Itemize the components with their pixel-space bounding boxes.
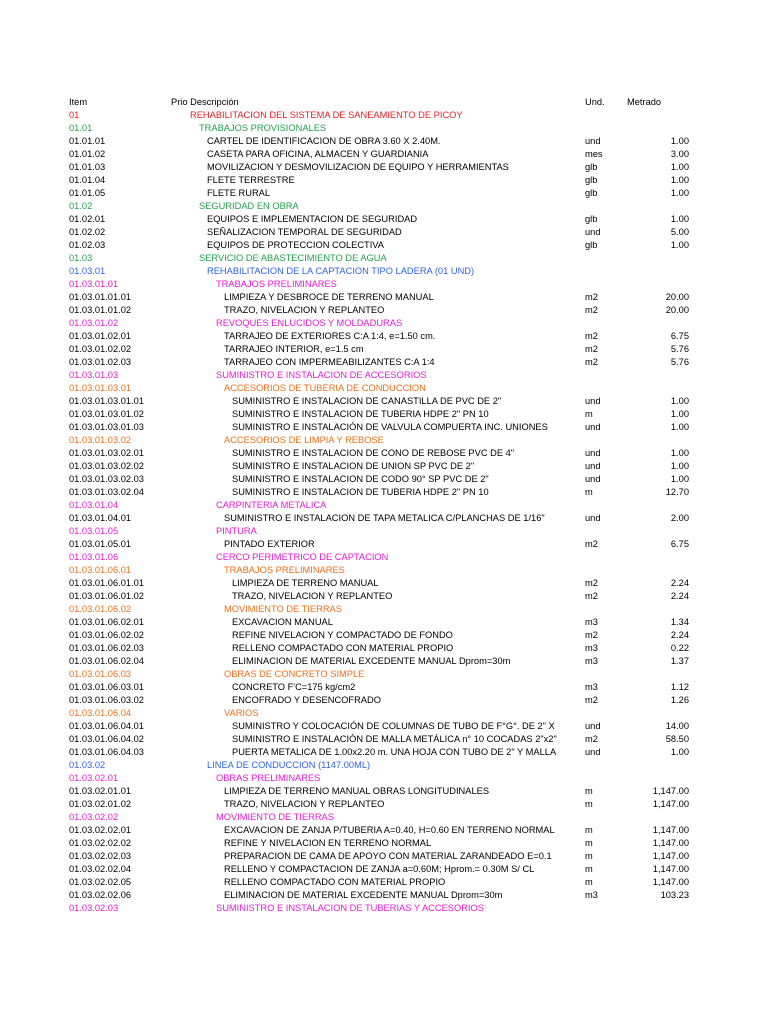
item-description: TRABAJOS PRELIMINARES [224,565,345,575]
item-description: TARRAJEO CON IMPERMEABILIZANTES C:A 1:4 [224,357,435,367]
item-description: FLETE TERRESTRE [207,175,295,185]
item-code: 01.03.01.05 [69,526,119,536]
item-code: 01.03.02.02.03 [69,851,132,861]
section-row [0,317,768,330]
item-description: SEÑALIZACION TEMPORAL DE SEGURIDAD [207,227,402,237]
item-metrado: 1.00 [670,214,689,224]
item-metrado: 5.76 [670,344,689,354]
item-code: 01.03.01.03.02 [69,435,132,445]
item-description: SUMINISTRO E INSTALACION DE TAPA METALICA C/PLANCHAS DE 1/16" [224,513,545,523]
item-description: LIMPIEZA DE TERRENO MANUAL OBRAS LONGITUDINALES [224,786,490,796]
item-description: TRAZO, NIVELACION Y REPLANTEO [232,591,393,601]
item-unit: m [585,487,593,497]
item-code: 01.03.01.06.04.01 [69,721,144,731]
item-unit: m3 [585,617,598,627]
section-row [0,499,768,512]
item-metrado: 1,147.00 [652,799,689,809]
item-description: EXCAVACION MANUAL [232,617,333,627]
item-description: FLETE RURAL [207,188,271,198]
item-metrado: 12.70 [665,487,689,497]
section-row [0,382,768,395]
item-metrado: 1,147.00 [652,786,689,796]
item-metrado: 103.23 [660,890,689,900]
item-description: SUMINISTRO E INSTALACION DE CONO DE REBOSE PVC DE 4" [232,448,515,458]
item-unit: glb [585,240,598,250]
table-row [0,798,768,811]
item-code: 01.03.01.05.01 [69,539,132,549]
item-code: 01.03.01.06.01.02 [69,591,144,601]
section-row [0,772,768,785]
item-metrado: 2.24 [670,591,689,601]
item-description: ENCOFRADO Y DESENCOFRADO [232,695,381,705]
item-code: 01.01.05 [69,188,106,198]
table-row [0,356,768,369]
item-description: TARRAJEO INTERIOR, e=1.5 cm [224,344,364,354]
item-unit: glb [585,175,598,185]
table-row [0,785,768,798]
table-row [0,343,768,356]
column-header-row [0,96,768,109]
item-code: 01.03.02.02.01 [69,825,132,835]
item-description: CASETA PARA OFICINA, ALMACEN Y GUARDIANIA [207,149,429,159]
table-row [0,850,768,863]
table-row [0,395,768,408]
item-description: ELIMINACION DE MATERIAL EXCEDENTE MANUAL Dprom=30m [232,656,511,666]
section-row [0,603,768,616]
table-row [0,629,768,642]
item-metrado: 1.00 [670,448,689,458]
item-unit: glb [585,214,598,224]
section-row [0,200,768,213]
item-code: 01.01.02 [69,149,106,159]
item-code: 01.03.01.06.02 [69,604,132,614]
item-code: 01.03.01.06.01.01 [69,578,144,588]
table-row [0,889,768,902]
item-unit: m [585,799,593,809]
item-description: SUMINISTRO E INSTALACION DE ACCESORIOS [216,370,427,380]
item-unit: m [585,786,593,796]
item-code: 01.03.02.02 [69,812,119,822]
table-row [0,694,768,707]
item-description: REFINE Y NIVELACION EN TERRENO NORMAL [224,838,432,848]
item-metrado: 20.00 [665,292,689,302]
item-code: 01.03.01.03.02.04 [69,487,144,497]
table-row [0,213,768,226]
table-row [0,460,768,473]
table-row [0,590,768,603]
section-row [0,902,768,915]
item-unit: m [585,409,593,419]
item-metrado: 5.76 [670,357,689,367]
item-description: REHABILITACION DEL SISTEMA DE SANEAMIENTO DE PICOY [190,110,463,120]
item-code: 01.03.01.06.03.01 [69,682,144,692]
item-unit: glb [585,162,598,172]
item-description: PUERTA METALICA DE 1.00x2.20 m. UNA HOJA CON TUBO DE 2" Y MALLA [232,747,557,757]
item-metrado: 1.00 [670,175,689,185]
section-row [0,265,768,278]
item-code: 01.02.01 [69,214,106,224]
item-metrado: 20.00 [665,305,689,315]
item-metrado: 3.00 [670,149,689,159]
item-metrado: 1.12 [670,682,689,692]
item-description: EQUIPOS E IMPLEMENTACION DE SEGURIDAD [207,214,418,224]
header-description: Prio Descripción [171,97,239,107]
item-description: ELIMINACION DE MATERIAL EXCEDENTE MANUAL Dprom=30m [224,890,503,900]
item-metrado: 1.00 [670,422,689,432]
item-code: 01.03.02.02.06 [69,890,132,900]
table-row [0,746,768,759]
item-code: 01.03.01 [69,266,106,276]
section-row [0,369,768,382]
item-code: 01.03.02.03 [69,903,119,913]
table-row [0,512,768,525]
table-row [0,473,768,486]
table-row [0,187,768,200]
section-row [0,122,768,135]
item-code: 01.01.03 [69,162,106,172]
item-code: 01.03.01.06.03 [69,669,132,679]
item-code: 01.02 [69,201,93,211]
item-code: 01.03.01.02.01 [69,331,132,341]
item-unit: und [585,747,601,757]
item-description: OBRAS DE CONCRETO SIMPLE [224,669,365,679]
item-unit: m3 [585,890,598,900]
item-description: RELLENO COMPACTADO CON MATERIAL PROPIO [232,643,454,653]
item-code: 01.03.01.06.04.02 [69,734,144,744]
section-row [0,434,768,447]
item-code: 01.02.02 [69,227,106,237]
item-description: SUMINISTRO E INSTALACION DE UNION SP PVC DE 2" [232,461,475,471]
item-unit: m2 [585,539,598,549]
item-code: 01.03.01.06 [69,552,119,562]
table-row [0,447,768,460]
section-row [0,278,768,291]
item-unit: und [585,396,601,406]
item-unit: m2 [585,305,598,315]
table-row [0,863,768,876]
item-unit: m3 [585,643,598,653]
item-metrado: 1,147.00 [652,825,689,835]
item-code: 01 [69,110,80,120]
section-row [0,252,768,265]
item-unit: und [585,513,601,523]
item-unit: m2 [585,292,598,302]
table-row [0,577,768,590]
item-unit: mes [585,149,603,159]
item-code: 01.01.01 [69,136,106,146]
item-metrado: 1,147.00 [652,864,689,874]
item-unit: m3 [585,656,598,666]
item-metrado: 1.37 [670,656,689,666]
table-row [0,486,768,499]
item-metrado: 1.26 [670,695,689,705]
item-code: 01.03.01.03.02.03 [69,474,144,484]
item-description: CARTEL DE IDENTIFICACION DE OBRA 3.60 X 2.40M. [207,136,441,146]
item-metrado: 1,147.00 [652,838,689,848]
item-code: 01.03.01.01 [69,279,119,289]
item-description: MOVILIZACION Y DESMOVILIZACION DE EQUIPO Y HERRAMIENTAS [207,162,509,172]
item-metrado: 58.50 [665,734,689,744]
table-row [0,681,768,694]
table-row [0,408,768,421]
item-code: 01.03.01.06.02.02 [69,630,144,640]
item-description: SUMINISTRO E INSTALACION DE TUBERIA HDPE 2" PN 10 [232,409,489,419]
item-unit: und [585,422,601,432]
section-row [0,525,768,538]
item-metrado: 1.00 [670,409,689,419]
item-code: 01.03.02 [69,760,106,770]
item-code: 01.03.01.01.01 [69,292,132,302]
item-code: 01.03.01.04.01 [69,513,132,523]
item-code: 01.03.01.06.02.01 [69,617,144,627]
item-metrado: 1.00 [670,162,689,172]
item-unit: und [585,721,601,731]
item-description: LIMPIEZA DE TERRENO MANUAL [232,578,379,588]
item-code: 01.03.01.03.01.03 [69,422,144,432]
item-description: VARIOS [224,708,259,718]
item-metrado: 1.00 [670,474,689,484]
item-unit: glb [585,188,598,198]
table-row [0,226,768,239]
item-description: TRAZO, NIVELACION Y REPLANTEO [224,799,385,809]
item-metrado: 6.75 [670,331,689,341]
table-row [0,538,768,551]
item-description: REFINE NIVELACION Y COMPACTADO DE FONDO [232,630,453,640]
table-row [0,720,768,733]
item-description: RELLENO Y COMPACTACION DE ZANJA a=0.60M; Hprom.= 0.30M S/ CL [224,864,535,874]
item-metrado: 1,147.00 [652,851,689,861]
item-code: 01.03.01.03.01.01 [69,396,144,406]
item-code: 01.02.03 [69,240,106,250]
section-row [0,707,768,720]
item-code: 01.03.01.03.02.02 [69,461,144,471]
item-unit: und [585,474,601,484]
item-description: MOVIMIENTO DE TIERRAS [224,604,342,614]
item-code: 01.01 [69,123,93,133]
item-description: TRABAJOS PROVISIONALES [199,123,327,133]
item-unit: m [585,825,593,835]
item-code: 01.03.02.02.05 [69,877,132,887]
item-code: 01.03.01.06.02.04 [69,656,144,666]
section-row [0,551,768,564]
header-item: Item [69,97,88,107]
item-unit: m3 [585,682,598,692]
item-code: 01.03.01.02.03 [69,357,132,367]
item-code: 01.03.01.06.02.03 [69,643,144,653]
item-code: 01.03 [69,253,93,263]
item-metrado: 1.00 [670,240,689,250]
table-row [0,174,768,187]
item-metrado: 2.00 [670,513,689,523]
table-row [0,733,768,746]
item-description: PINTADO EXTERIOR [224,539,315,549]
section-row [0,564,768,577]
item-unit: m [585,851,593,861]
item-code: 01.03.02.02.04 [69,864,132,874]
item-description: TRAZO, NIVELACION Y REPLANTEO [224,305,385,315]
item-description: SUMINISTRO Y COLOCACIÓN DE COLUMNAS DE TUBO DE F°G°. DE 2" X [232,721,555,731]
item-code: 01.03.01.01.02 [69,305,132,315]
item-unit: und [585,461,601,471]
item-description: TARRAJEO DE EXTERIORES C:A 1:4, e=1.50 cm. [224,331,436,341]
item-code: 01.03.01.06.01 [69,565,132,575]
item-description: SERVICIO DE ABASTECIMIENTO DE AGUA [199,253,387,263]
table-row [0,161,768,174]
item-code: 01.03.01.02 [69,318,119,328]
table-row [0,616,768,629]
item-unit: m2 [585,578,598,588]
table-row [0,304,768,317]
item-description: OBRAS PRELIMINARES [216,773,321,783]
item-description: ACCESORIOS DE LIMPIA Y REBOSE [224,435,384,445]
section-row [0,759,768,772]
item-metrado: 1.00 [670,136,689,146]
header-unit: Und. [585,97,605,107]
item-unit: und [585,448,601,458]
item-metrado: 1.00 [670,747,689,757]
item-description: REVOQUES ENLUCIDOS Y MOLDADURAS [216,318,403,328]
item-description: CONCRETO F'C=175 kg/cm2 [232,682,356,692]
item-description: SUMINISTRO E INSTALACION DE TUBERIAS Y ACCESORIOS [216,903,484,913]
item-code: 01.03.01.02.02 [69,344,132,354]
item-code: 01.03.01.03.01 [69,383,132,393]
table-row [0,876,768,889]
item-code: 01.03.01.04 [69,500,119,510]
item-description: PINTURA [216,526,257,536]
table-row [0,824,768,837]
item-description: SUMINISTRO E INSTALACION DE TUBERIA HDPE 2" PN 10 [232,487,489,497]
item-unit: m2 [585,695,598,705]
item-metrado: 1.34 [670,617,689,627]
item-code: 01.03.02.01.02 [69,799,132,809]
item-metrado: 1.00 [670,461,689,471]
item-description: ACCESORIOS DE TUBERIA DE CONDUCCION [224,383,426,393]
item-description: CERCO PERIMETRICO DE CAPTACION [216,552,389,562]
table-row [0,642,768,655]
section-row [0,109,768,122]
table-row [0,421,768,434]
item-description: CARPINTERIA METALICA [216,500,327,510]
item-code: 01.03.02.01 [69,773,119,783]
item-description: EXCAVACION DE ZANJA P/TUBERIA A=0.40, H=0.60 EN TERRENO NORMAL [224,825,555,835]
item-unit: m2 [585,357,598,367]
item-description: LIMPIEZA Y DESBROCE DE TERRENO MANUAL [224,292,434,302]
table-row [0,655,768,668]
table-row [0,239,768,252]
item-description: RELLENO COMPACTADO CON MATERIAL PROPIO [224,877,446,887]
item-code: 01.03.01.03.02.01 [69,448,144,458]
item-description: SUMINISTRO E INSTALACION DE CANASTILLA DE PVC DE 2" [232,396,502,406]
table-row [0,330,768,343]
item-unit: und [585,136,601,146]
item-metrado: 5.00 [670,227,689,237]
item-unit: m2 [585,591,598,601]
item-description: LINEA DE CONDUCCION (1147.00ML) [207,760,371,770]
item-metrado: 2.24 [670,578,689,588]
item-unit: m2 [585,734,598,744]
header-metrado: Metrado [627,97,662,107]
item-unit: m2 [585,630,598,640]
item-description: SUMINISTRO E INSTALACION DE CODO 90° SP PVC DE 2" [232,474,489,484]
table-row [0,148,768,161]
item-metrado: 1.00 [670,396,689,406]
item-metrado: 14.00 [665,721,689,731]
section-row [0,811,768,824]
item-description: SUMINISTRO E INSTALACIÓN DE MALLA METÁLICA n° 10 COCADAS 2"x2" [232,734,557,744]
item-metrado: 1.00 [670,188,689,198]
table-row [0,837,768,850]
item-description: REHABILITACION DE LA CAPTACION TIPO LADERA (01 UND) [207,266,475,276]
item-unit: m [585,877,593,887]
item-code: 01.03.02.01.01 [69,786,132,796]
item-metrado: 1,147.00 [652,877,689,887]
item-unit: m [585,864,593,874]
item-unit: und [585,227,601,237]
item-code: 01.03.02.02.02 [69,838,132,848]
item-code: 01.03.01.06.04 [69,708,132,718]
item-unit: m2 [585,344,598,354]
item-description: EQUIPOS DE PROTECCION COLECTIVA [207,240,385,250]
item-description: TRABAJOS PRELIMINARES [216,279,337,289]
item-description: MOVIMIENTO DE TIERRAS [216,812,334,822]
item-unit: m2 [585,331,598,341]
table-row [0,291,768,304]
table-row [0,135,768,148]
item-description: PREPARACION DE CAMA DE APOYO CON MATERIAL ZARANDEADO E=0.1 [224,851,552,861]
section-row [0,668,768,681]
item-code: 01.01.04 [69,175,106,185]
item-description: SEGURIDAD EN OBRA [199,201,299,211]
item-metrado: 2.24 [670,630,689,640]
item-unit: m [585,838,593,848]
item-code: 01.03.01.06.04.03 [69,747,144,757]
item-code: 01.03.01.03 [69,370,119,380]
item-code: 01.03.01.06.03.02 [69,695,144,705]
item-description: SUMINISTRO E INSTALACIÓN DE VALVULA COMPUERTA INC. UNIONES [232,422,548,432]
item-metrado: 6.75 [670,539,689,549]
item-metrado: 0.22 [670,643,689,653]
item-code: 01.03.01.03.01.02 [69,409,144,419]
